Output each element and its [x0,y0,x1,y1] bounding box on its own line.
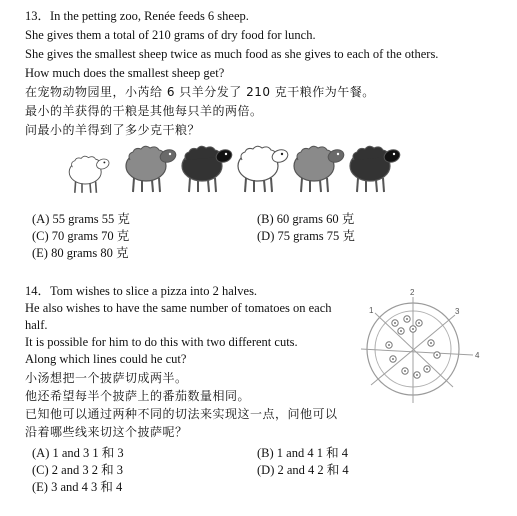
sheep-icon [350,146,402,192]
q14-text-line-2: He also wishes to have the same number of tomatoes on each [25,301,332,315]
line-label-2: 2 [410,288,415,297]
q14-cn-line-1: 小汤想把一个披萨切成两半。 [25,371,188,385]
sheep-illustration [62,136,402,204]
q14-text-line-3: half. [25,318,48,332]
sheep-icon [182,146,234,192]
sheep-icon [69,156,110,193]
q13-cn-line-2: 最小的羊获得的干粮是其他每只羊的两倍。 [25,104,263,118]
tomato-center [426,368,428,370]
q13-cn-line-1: 在宠物动物园里，小芮给 6 只羊分发了 210 克干粮作为午餐。 [25,85,375,99]
tomato-center [400,330,402,332]
tomato-center [416,374,418,376]
q14-option-a[interactable]: (A) 1 and 3 1 和 3 [32,446,124,460]
q14-cn-line-2: 他还希望每半个披萨上的番茄数量相同。 [25,389,251,403]
q14-text-line-1: 14．Tom wishes to slice a pizza into 2 halves. [25,284,258,298]
q14-cn-line-3: 已知他可以通过两种不同的切法来实现这一点，问他可以 [25,407,338,421]
q13-cn-line-3: 问最小的羊得到了多少克干粮？ [25,123,201,137]
q13-option-b[interactable]: (B) 60 grams 60 克 [257,212,355,226]
tomato-center [412,328,414,330]
q13-text-line-2: She gives them a total of 210 grams of dry food for lunch. [25,28,316,42]
tomato-center [418,322,420,324]
q13-option-c[interactable]: (C) 70 grams 70 克 [32,229,130,243]
tomato-center [394,322,396,324]
tomato-center [404,370,406,372]
q14-option-d[interactable]: (D) 2 and 4 2 和 4 [257,463,349,477]
tomato-center [388,344,390,346]
q13-option-d[interactable]: (D) 75 grams 75 克 [257,229,355,243]
tomato-center [406,318,408,320]
pizza-diagram [355,285,483,413]
line-label-1: 1 [369,306,374,315]
q14-option-c[interactable]: (C) 2 and 3 2 和 3 [32,463,123,477]
q14-text-line-4: It is possible for him to do this with two different cuts. [25,335,298,349]
q13-text-line-1: 13．In the petting zoo, Renée feeds 6 sheep. [25,9,249,23]
sheep-icon [294,146,346,192]
q13-option-e[interactable]: (E) 80 grams 80 克 [32,246,129,260]
sheep-icon [238,146,290,192]
sheep-icon [126,146,178,192]
q14-option-e[interactable]: (E) 3 and 4 3 和 4 [32,480,123,494]
q14-text-line-5: Along which lines could he cut? [25,352,187,366]
line-label-4: 4 [475,351,480,360]
q13-text-line-3: She gives the smallest sheep twice as much food as she gives to each of the others. [25,47,439,61]
q13-option-a[interactable]: (A) 55 grams 55 克 [32,212,130,226]
tomato-center [392,358,394,360]
tomato-center [436,354,438,356]
line-label-3: 3 [455,307,460,316]
q14-cn-line-4: 沿着哪些线来切这个披萨呢？ [25,425,188,439]
q14-option-b[interactable]: (B) 1 and 4 1 和 4 [257,446,348,460]
q13-text-line-4: How much does the smallest sheep get? [25,66,225,80]
tomato-center [430,342,432,344]
